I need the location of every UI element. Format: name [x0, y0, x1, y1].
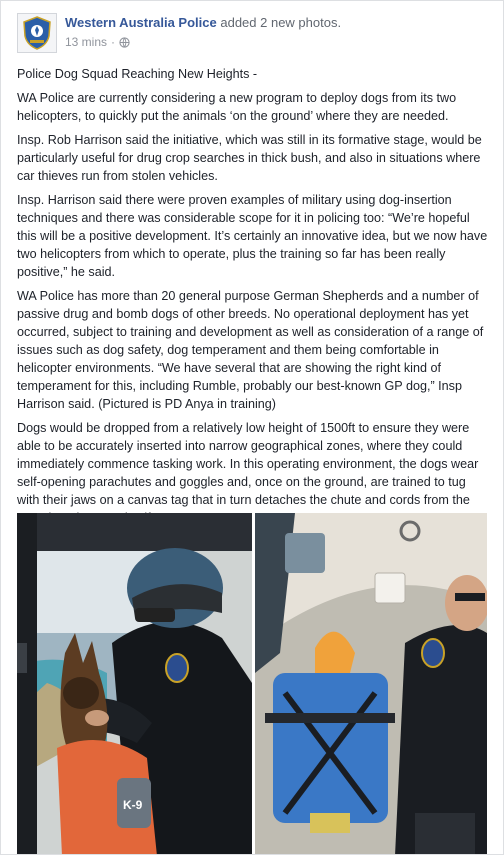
post-paragraph: Insp. Harrison said there were proven examples of military using dog-insertion techniques and there was considerable scope for it in policing too: “We’re hopeful this will be a positive development. It’s certainly an innovative idea, but we now have two helicopters from which to operate, plus the training so far has been really positive,” he said. — [17, 193, 488, 279]
post-body — [17, 65, 489, 533]
officer-with-dog-photo[interactable] — [17, 513, 252, 855]
page-name-link[interactable]: Western Australia Police — [65, 15, 217, 30]
post-paragraph: WA Police are currently considering a new program to deploy dogs from its two helicopters, to quickly put the animals ‘on the ground’ where they are needed. — [17, 91, 457, 123]
post-paragraph: Insp. Rob Harrison said the initiative, which was still in its formative stage, would be particularly useful for drug crop searches in thick bush, and also in situations where car thieves run from stolen vehicles. — [17, 133, 482, 183]
post-timestamp[interactable]: 13 mins — [65, 35, 108, 49]
page-avatar[interactable] — [17, 13, 57, 53]
post-title-line — [65, 15, 341, 30]
post-paragraph: Dogs would be dropped from a relatively low height of 1500ft to ensure they were able to be accurately inserted into narrow geographical zones, where they could immediately commence tasking work. In this operating environment, the dogs wear self-opening parachutes and goggles and, once on the ground, are trained to tug with their jaws on a canvas tag that in turn detaches the chute and cords from the — [17, 421, 479, 507]
police-crest-icon — [22, 16, 52, 50]
parachute-pack-photo[interactable] — [255, 513, 487, 855]
vest-label: K-9 — [123, 798, 143, 812]
photo-grid — [17, 513, 487, 855]
post-header — [17, 13, 491, 55]
post-paragraph: Police Dog Squad Reaching New Heights - — [17, 67, 258, 81]
post-meta — [65, 35, 130, 49]
post-action-text: added 2 new photos. — [220, 15, 342, 30]
post-paragraph: WA Police has more than 20 general purpose German Shepherds and a number of passive drug and bomb dogs of other breeds. No operational deployment has yet occurred, subject to training and development as well as consideration of a range of issues such as dog safety, dog temperament and them being comfortable in helicopter environments. “We have several that are showing the right kind of temperament for this, including Rumble, probably our best-known GP dog,” Insp Harrison said. (Pictured is PD Anya in training) — [17, 289, 484, 411]
meta-separator: · — [111, 35, 116, 49]
globe-icon[interactable] — [119, 37, 130, 48]
